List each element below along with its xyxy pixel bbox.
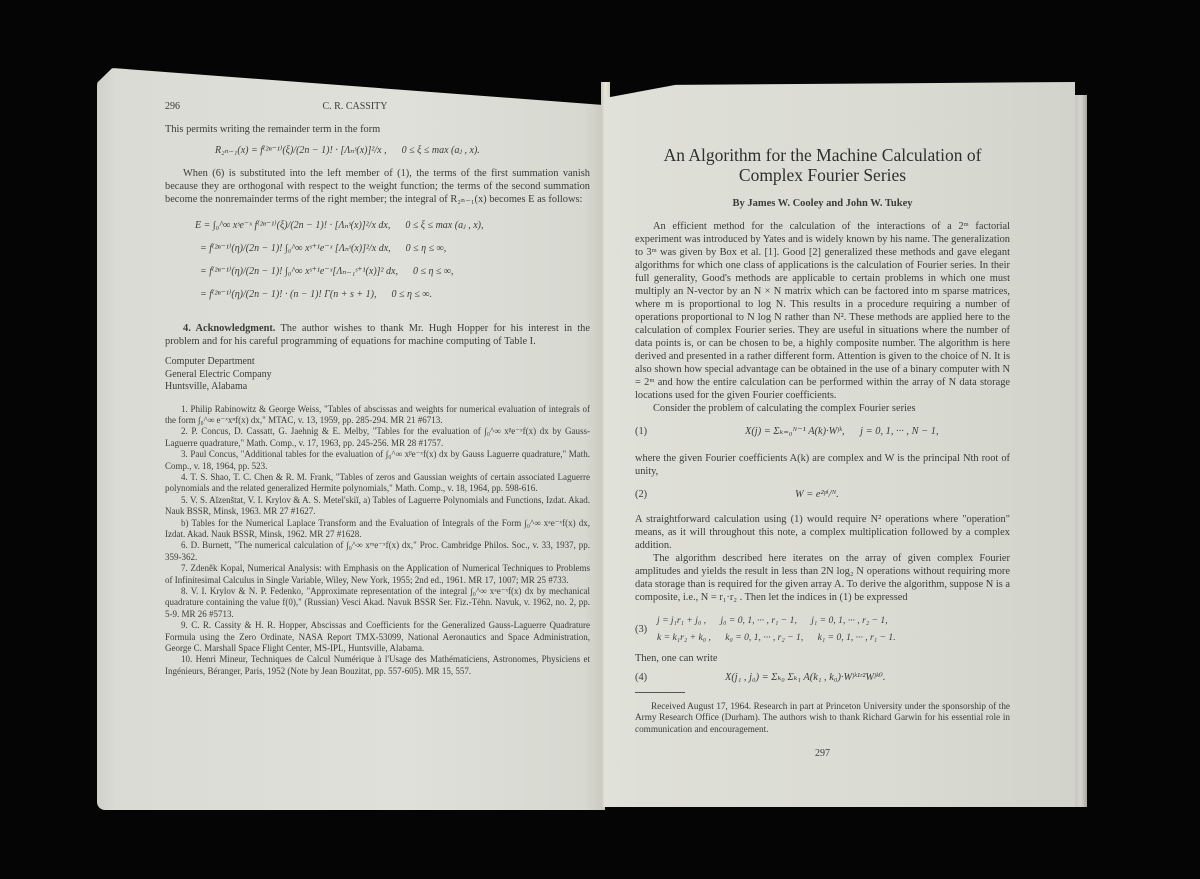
acknowledgment — [165, 322, 590, 348]
reference-item: 2. P. Concus, D. Cassatt, G. Jaehnig & E. Melby, "Tables for the evaluation of ∫₀^∞ xᵝe⁻ˣf(x) dx by Gauss-Laguerre quadrature," Math. Comp., v. 17, 1963, pp. 245-256. MR 28 #1757. — [165, 426, 590, 448]
equation-body: W = e²ᵖⁱ/ᴺ. — [795, 489, 839, 500]
equation-remainder: R₂ₙ₋₁(x) = f⁽²ⁿ⁻¹⁾(ξ)/(2n − 1)! · [Λₙˢ(x)]²/x , 0 ≤ ξ ≤ max (aⱼ , x). — [215, 145, 480, 156]
acknowledgment-heading: 4. Acknowledgment. — [183, 323, 276, 334]
equation-block-E — [195, 214, 590, 306]
equation-body: X(j) = Σₖ₌₀ᴺ⁻¹ A(k)·Wʲᵏ, j = 0, 1, ··· , N − 1, — [745, 426, 939, 437]
author-address — [165, 356, 590, 394]
equation-number: (2) — [635, 489, 648, 500]
equation-1 — [635, 425, 1010, 438]
paragraph-algorithm: The algorithm described here iterates on the array of given complex Fourier amplitudes and yields the result in less than 2N log₂ N operations without requiring more data storage than is required for the given array A. To derive the algorithm, suppose N is a composite, i.e., N = r₁·r₂ . Then let the indices in (1) be expressed — [635, 553, 1010, 603]
equation-line: E = ∫₀^∞ xˢe⁻ˣ f⁽²ⁿ⁻¹⁾(ξ)/(2n − 1)! · [Λₙˢ(x)]²/x dx, 0 ≤ ξ ≤ max (aⱼ , x), — [195, 220, 484, 231]
equation-line: = f⁽²ⁿ⁻¹⁾(η)/(2n − 1)! ∫₀^∞ xˢ⁺¹e⁻ˣ [Λₙˢ(x)]²/x dx, 0 ≤ η ≤ ∞, — [195, 243, 447, 254]
paragraph-substitution: When (6) is substituted into the left member of (1), the terms of the first summation vanish because they are orthogonal with respect to the weight function; the terms of the second summation become the nonremainder terms of the right member; the integral of R₂ₙ₋₁(x) becomes E as follows: — [165, 168, 590, 205]
address-line: Huntsville, Alabama — [165, 381, 248, 392]
paragraph-then: Then, one can write — [635, 653, 718, 664]
equation-2 — [635, 488, 1010, 501]
reference-item: 1. Philip Rabinowitz & George Weiss, "Tables of abscissas and weights for numerical evaluation of integrals of the form ∫₀^∞ e⁻ˣxⁿf(x) dx," MTAC, v. 13, 1959, pp. 285-294. MR 21 #6713. — [165, 403, 590, 425]
footnote-rule — [635, 692, 685, 693]
left-page-content — [165, 100, 590, 677]
paragraph-consider: Consider the problem of calculating the complex Fourier series — [653, 403, 916, 414]
acknowledgment-text: The author wishes to thank Mr. Hugh Hopper for his interest in the problem and for his careful programming of equations for machine computing of Table I. — [165, 323, 590, 347]
page-number-right: 297 — [815, 748, 830, 760]
paragraph-straightforward: A straightforward calculation using (1) would require N² operations where "operation" means, as it will throughout this note, a complex multiplication followed by a complex addition. — [635, 514, 1010, 551]
reference-item: b) Tables for the Numerical Laplace Transform and the Evaluation of Integrals of the Form ∫₀^∞ xᵃe⁻ˣf(x) dx, Izdat. Akad. Nauk BSSR, Minsk, 1962. MR 27 #1628. — [165, 517, 590, 539]
equation-body: X(j₁ , j₀) = Σₖ₀ Σₖ₁ A(k₁ , k₀)·Wʲᵏ¹ʳ²Wʲᵏ⁰. — [725, 672, 886, 683]
running-head — [165, 100, 590, 113]
paragraph-where: where the given Fourier coefficients A(k) are complex and W is the principal Nth root of unity, — [635, 453, 1010, 477]
reference-list — [165, 404, 590, 678]
right-page-content — [635, 145, 1010, 760]
equation-number: (4) — [635, 672, 648, 683]
reference-item: 10. Henri Mineur, Techniques de Calcul Numérique à l'Usage des Mathématiciens, Astronomes, Physiciens et Ingénieurs, Béranger, Paris, 1952 (Note by Jean Bouzitat, pp. 557-605). MR 15, 557. — [165, 654, 590, 676]
equation-line: = f⁽²ⁿ⁻¹⁾(η)/(2n − 1)! · (n − 1)! Γ(n + s + 1), 0 ≤ η ≤ ∞. — [195, 289, 433, 300]
equation-line: j = j₁r₁ + j₀ , j₀ = 0, 1, ··· , r₁ − 1, j₁ = 0, 1, ··· , r₂ − 1, — [657, 615, 888, 626]
address-line: General Electric Company — [165, 368, 272, 380]
equation-3 — [635, 612, 1010, 646]
reference-item: 8. V. I. Krylov & N. P. Fedenko, "Approximate representation of the integral ∫₀^∞ xᵃe⁻ˣf(x) dx by mechanical quadrature containing the value f(0)," (Russian) Vesci Akad. Navuk BSSR Ser. Fiz.-Tèhn. Navuk, v. 1962, no. 2, pp. 5-9. MR 26 #5713. — [165, 586, 590, 619]
article-byline: By James W. Cooley and John W. Tukey — [732, 198, 913, 209]
reference-item: 3. Paul Concus, "Additional tables for the evaluation of ∫₀^∞ xᵝe⁻ˣf(x) dx by Gauss Laguerre quadrature," Math. Comp., v. 18, 1964, pp. 523. — [165, 449, 590, 471]
equation-line: = f⁽²ⁿ⁻¹⁾(η)/(2n − 1)! ∫₀^∞ xˢ⁺¹e⁻ˣ[Λₙ₋₁ˢ⁺¹(x)]² dx, 0 ≤ η ≤ ∞, — [195, 266, 454, 277]
address-line: Computer Department — [165, 356, 255, 367]
page-number-left: 296 — [165, 101, 180, 112]
equation-number: (1) — [635, 426, 648, 437]
equation-line: k = k₁r₂ + k₀ , k₀ = 0, 1, ··· , r₂ − 1, k₁ = 0, 1, ··· , r₁ − 1. — [657, 632, 896, 643]
intro-text: This permits writing the remainder term in the form — [165, 124, 381, 135]
equation-number: (3) — [635, 623, 648, 635]
reference-item: 4. T. S. Shao, T. C. Chen & R. M. Frank, "Tables of zeros and Gaussian weights of certain associated Laguerre polynomials and the related generalized Hermite polynomials," Math. Comp., v. 18, 1964, pp. 598-616. — [165, 471, 590, 494]
article-title — [635, 145, 1010, 185]
equation-4 — [635, 671, 1010, 684]
page-stack-edge — [1075, 95, 1087, 807]
reference-item: 9. C. R. Cassity & H. R. Hopper, Abscissas and Coefficients for the Generalized Gauss-Laguerre Quadrature Formula using the Zero Ordinate, NASA Report TMX-53099, National Aeronautics and Space Administration, George C. Marshall Space Flight Center, MS-IPL, Huntsville, Alabama. — [165, 620, 590, 654]
title-line: An Algorithm for the Machine Calculation of — [663, 145, 982, 165]
running-head-author: C. R. CASSITY — [322, 101, 388, 112]
title-line: Complex Fourier Series — [738, 165, 907, 185]
abstract-paragraph: An efficient method for the calculation of the interactions of a 2ᵐ factorial experiment was introduced by Yates and is widely known by his name. The generalization to 3ᵐ was given by Box et al. [1]. Good [2] generalized these methods and gave elegant algorithms for which one class of applications is the calculation of Fourier series. In their full generality, Good's methods are applicable to certain problems in which one must multiply an N-vector by an N × N matrix which can be factored into m sparse matrices, where m is proportional to log N. This results in a procedure requiring a number of operations proportional to N log N rather than N². These methods are applied here to the calculation of complex Fourier series. They are useful in situations where the number of data points is, or can be chosen to be, a highly composite number. The algorithm is here derived and presented in a rather different form. Attention is given to the choice of N. It is also shown how special advantage can be obtained in the use of a binary computer with N = 2ᵐ and how the entire calculation can be performed within the array of N data storage locations used for the given Fourier coefficients. — [635, 221, 1010, 401]
reference-item: 6. D. Burnett, "The numerical calculation of ∫₀^∞ xᵐe⁻ˣf(x) dx," Proc. Cambridge Philos. Soc., v. 33, 1937, pp. 359-362. — [165, 540, 590, 562]
reference-item: 7. Zdeněk Kopal, Numerical Analysis: with Emphasis on the Application of Numerical Techniques to Problems of Infinitesimal Calculus in Single Variable, Wiley, New York, 1955; 2nd ed., 1961. MR 17, 1007; MR 25 #733. — [165, 563, 590, 585]
reference-item: 5. V. S. Aĭzenštat, V. I. Krylov & A. S. Metel'skiĭ, a) Tables of Laguerre Polynomials and Functions, Izdat. Akad. Nauk BSSR, Minsk, 1963. MR 27 #1627. — [165, 494, 590, 517]
footnote: Received August 17, 1964. Research in part at Princeton University under the sponsorship of the Army Research Office (Durham). The authors wish to thank Richard Garwin for his essential role in communication and encouragement. — [635, 701, 1010, 734]
